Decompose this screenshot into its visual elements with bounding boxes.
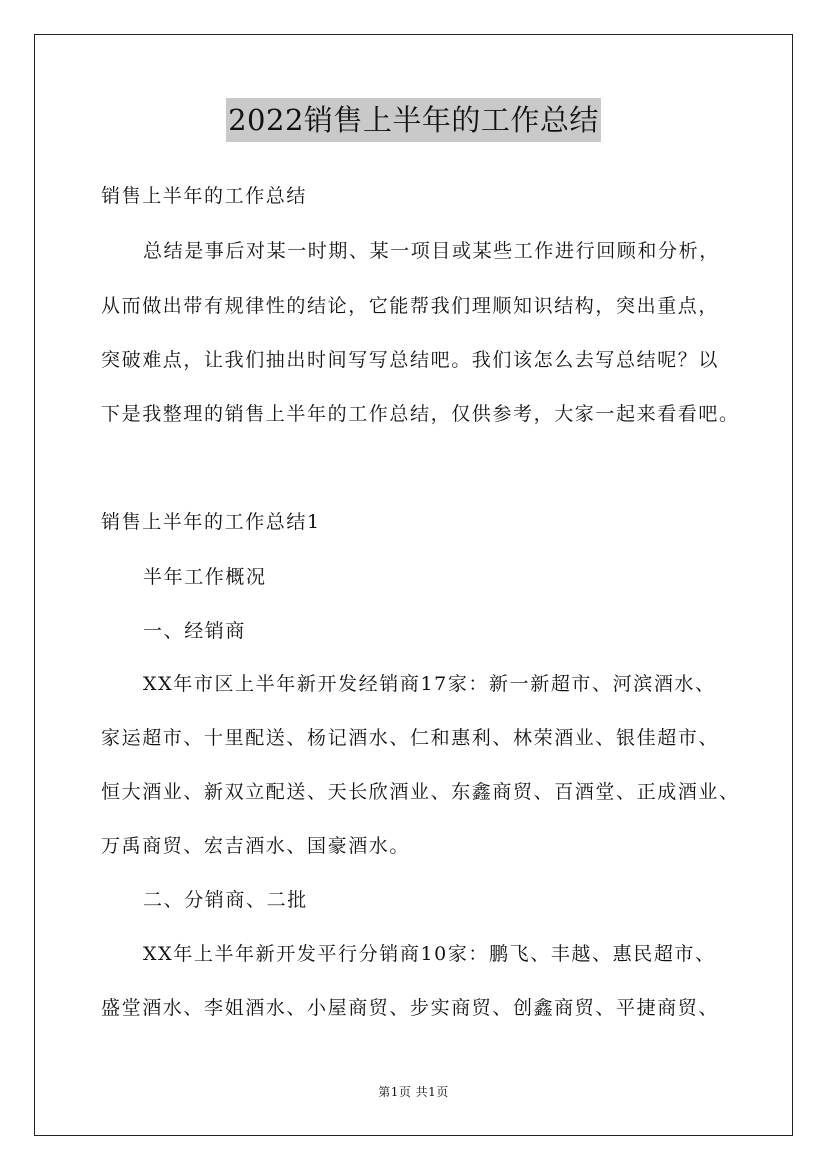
intro-line-4: 下是我整理的销售上半年的工作总结，仅供参考，大家一起来看看吧。 (101, 403, 740, 425)
distributors-line-2: 盛堂酒水、李姐酒水、小屋商贸、步实商贸、创鑫商贸、平捷商贸、 (101, 997, 720, 1019)
dealers-line-2: 家运超市、十里配送、杨记酒水、仁和惠利、林荣酒业、银佳超市、 (101, 727, 720, 749)
dealers-line-1: XX年市区上半年新开发经销商17家：新一新超市、河滨酒水、 (143, 673, 716, 695)
page-footer: 第1页 共1页 (378, 1085, 449, 1099)
section-heading-dealers: 一、经销商 (143, 620, 247, 642)
dealers-line-3: 恒大酒业、新双立配送、天长欣酒业、东鑫商贸、百酒堂、正成酒业、 (101, 781, 740, 803)
distributors-line-1: XX年上半年新开发平行分销商10家：鹏飞、丰越、惠民超市、 (143, 943, 716, 965)
section-heading-distributors: 二、分销商、二批 (143, 889, 308, 911)
intro-line-3: 突破难点，让我们抽出时间写写总结吧。我们该怎么去写总结呢？以 (101, 349, 720, 371)
heading-summary-1: 销售上半年的工作总结1 (101, 511, 321, 533)
heading-main: 销售上半年的工作总结 (101, 185, 308, 207)
intro-line-1: 总结是事后对某一时期、某一项目或某些工作进行回顾和分析， (143, 240, 720, 262)
document-title: 2022销售上半年的工作总结 (226, 98, 601, 142)
intro-line-2: 从而做出带有规律性的结论，它能帮我们理顺知识结构，突出重点， (101, 295, 720, 317)
dealers-line-4: 万禹商贸、宏吉酒水、国豪酒水。 (101, 835, 411, 857)
title-container (0, 98, 827, 142)
subheading-overview: 半年工作概况 (143, 566, 267, 588)
